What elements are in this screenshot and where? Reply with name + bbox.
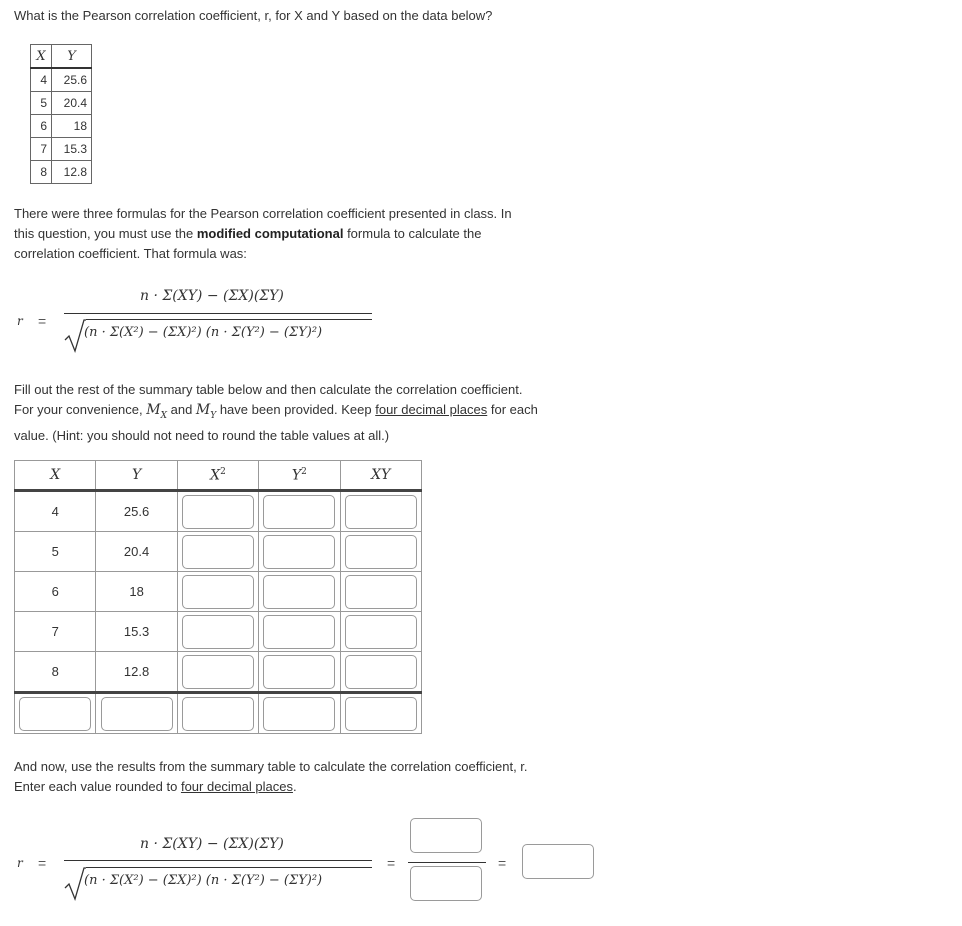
mx-symbol [146, 402, 167, 421]
x2-input-row-4[interactable] [182, 615, 254, 649]
summary-cell-x: 5 [15, 532, 96, 572]
final-text-2: . [292, 779, 297, 794]
summary-header-y2-label: Y [291, 467, 302, 484]
y2-input-row-1[interactable] [263, 495, 335, 529]
sum-x-input[interactable] [19, 697, 91, 731]
summary-cell-y: 15.3 [96, 612, 177, 652]
formula-denominator: (n · Σ(X²) − (ΣX)²) (n · Σ(Y²) − (ΣY)²) [84, 325, 323, 340]
mx-sub: X [160, 410, 167, 421]
summary-cell-x: 4 [15, 491, 96, 532]
y2-input-row-4[interactable] [263, 615, 335, 649]
summary-header-x2-sup: 2 [220, 466, 226, 477]
final-equals-2: = [387, 855, 396, 871]
instructions-underline: four decimal places [375, 402, 488, 417]
sum-xy-input[interactable] [345, 697, 417, 731]
instructions-paragraph [14, 380, 539, 446]
final-sqrt-icon [64, 866, 86, 902]
intro-text-1: There were three formulas for the Pearson correlation coefficient presented in class. In this question, you must use the [14, 206, 512, 241]
summary-cell-x: 7 [15, 612, 96, 652]
final-paragraph [14, 757, 544, 797]
data-row [31, 68, 92, 92]
summary-cell-xy [340, 491, 421, 532]
summary-total-y [96, 693, 177, 734]
xy-input-row-2[interactable] [345, 535, 417, 569]
summary-cell-y2 [259, 491, 340, 532]
summary-header-y2 [259, 461, 340, 491]
summary-header-x-label: X [50, 467, 61, 483]
intro-text-2: formula to calculate the correlation coefficient. That formula was: [14, 226, 482, 261]
y2-input-row-5[interactable] [263, 655, 335, 689]
my-sub: Y [210, 410, 217, 421]
summary-header-y-label: Y [131, 467, 142, 483]
data-cell-x: 6 [31, 115, 52, 138]
numerator-input[interactable] [410, 818, 482, 853]
summary-cell-x: 6 [15, 572, 96, 612]
data-row [31, 138, 92, 161]
formula-equals: = [38, 313, 47, 329]
data-cell-y: 25.6 [52, 68, 92, 92]
summary-total-xy [340, 693, 421, 734]
final-equals-3: = [498, 855, 507, 871]
summary-header-xy [340, 461, 421, 491]
x2-input-row-3[interactable] [182, 575, 254, 609]
xy-input-row-1[interactable] [345, 495, 417, 529]
summary-header-y [96, 461, 177, 491]
summary-cell-xy [340, 652, 421, 693]
summary-cell-xy [340, 532, 421, 572]
summary-cell-x2 [177, 612, 258, 652]
final-formula-fraction-line [64, 860, 372, 861]
instructions-text-2: have been provided. Keep [216, 402, 376, 417]
summary-row [15, 612, 422, 652]
final-formula-denominator: (n · Σ(X²) − (ΣX)²) (n · Σ(Y²) − (ΣY)²) [84, 873, 323, 888]
x2-input-row-2[interactable] [182, 535, 254, 569]
instructions-text-1: Fill out the rest of the summary table below and then calculate the correlation coefficient. For your convenience, [14, 382, 523, 417]
summary-cell-x2 [177, 652, 258, 693]
mx-letter: M [146, 402, 161, 418]
final-text-1: And now, use the results from the summary table to calculate the correlation coefficient, r. Enter each value rounded to [14, 759, 528, 794]
summary-cell-y: 18 [96, 572, 177, 612]
sqrt-bar [86, 319, 372, 320]
summary-cell-y2 [259, 612, 340, 652]
instructions-and: and [167, 402, 196, 417]
summary-cell-y: 12.8 [96, 652, 177, 693]
final-formula-r: r [17, 856, 23, 870]
data-cell-x: 4 [31, 68, 52, 92]
data-row [31, 161, 92, 184]
data-row [31, 115, 92, 138]
sqrt-icon [64, 318, 86, 354]
intro-paragraph [14, 204, 534, 264]
answer-fraction-line [408, 862, 486, 863]
summary-cell-y: 25.6 [96, 491, 177, 532]
summary-cell-xy [340, 612, 421, 652]
summary-totals-row [15, 693, 422, 734]
sum-y2-input[interactable] [263, 697, 335, 731]
data-cell-y: 15.3 [52, 138, 92, 161]
summary-cell-x2 [177, 491, 258, 532]
data-header-y: Y [52, 45, 92, 69]
summary-cell-y2 [259, 532, 340, 572]
summary-header-xy-label: XY [371, 467, 391, 483]
data-header-x: X [31, 45, 52, 69]
data-cell-x: 5 [31, 92, 52, 115]
intro-bold: modified computational [196, 226, 344, 241]
data-cell-y: 12.8 [52, 161, 92, 184]
data-cell-y: 20.4 [52, 92, 92, 115]
final-sqrt-bar [86, 867, 372, 868]
data-table [30, 44, 92, 184]
summary-row [15, 572, 422, 612]
summary-total-x2 [177, 693, 258, 734]
x2-input-row-1[interactable] [182, 495, 254, 529]
summary-cell-y: 20.4 [96, 532, 177, 572]
data-cell-y: 18 [52, 115, 92, 138]
data-cell-x: 8 [31, 161, 52, 184]
xy-input-row-4[interactable] [345, 615, 417, 649]
summary-row [15, 491, 422, 532]
formula-r: r [17, 314, 23, 328]
correlation-result-input[interactable] [522, 844, 594, 879]
summary-header-x [15, 461, 96, 491]
summary-cell-x2 [177, 572, 258, 612]
formula-fraction-line [64, 313, 372, 314]
formula-numerator: n · Σ(XY) − (ΣX)(ΣY) [140, 288, 284, 304]
data-row [31, 92, 92, 115]
summary-header-x2 [177, 461, 258, 491]
my-letter: M [195, 402, 211, 418]
my-symbol [195, 402, 217, 421]
sum-y-input[interactable] [101, 697, 173, 731]
summary-total-x [15, 693, 96, 734]
question-text: What is the Pearson correlation coefficient, r, for X and Y based on the data below? [14, 8, 493, 23]
final-formula-numerator: n · Σ(XY) − (ΣX)(ΣY) [140, 836, 284, 852]
instructions-text-3: for each value. (Hint: you should not need to round the table values at all.) [14, 402, 538, 443]
summary-header-x2-label: X [210, 467, 221, 484]
summary-cell-x: 8 [15, 652, 96, 693]
xy-input-row-3[interactable] [345, 575, 417, 609]
summary-cell-y2 [259, 572, 340, 612]
final-formula-equals: = [38, 855, 47, 871]
summary-total-y2 [259, 693, 340, 734]
summary-header-y2-sup: 2 [301, 466, 307, 477]
summary-table [14, 460, 422, 734]
denominator-input[interactable] [410, 866, 482, 901]
summary-cell-xy [340, 572, 421, 612]
final-underline: four decimal places [180, 779, 293, 794]
xy-input-row-5[interactable] [345, 655, 417, 689]
x2-input-row-5[interactable] [182, 655, 254, 689]
summary-row [15, 652, 422, 693]
summary-row [15, 532, 422, 572]
sum-x2-input[interactable] [182, 697, 254, 731]
y2-input-row-3[interactable] [263, 575, 335, 609]
data-cell-x: 7 [31, 138, 52, 161]
summary-cell-y2 [259, 652, 340, 693]
y2-input-row-2[interactable] [263, 535, 335, 569]
summary-cell-x2 [177, 532, 258, 572]
